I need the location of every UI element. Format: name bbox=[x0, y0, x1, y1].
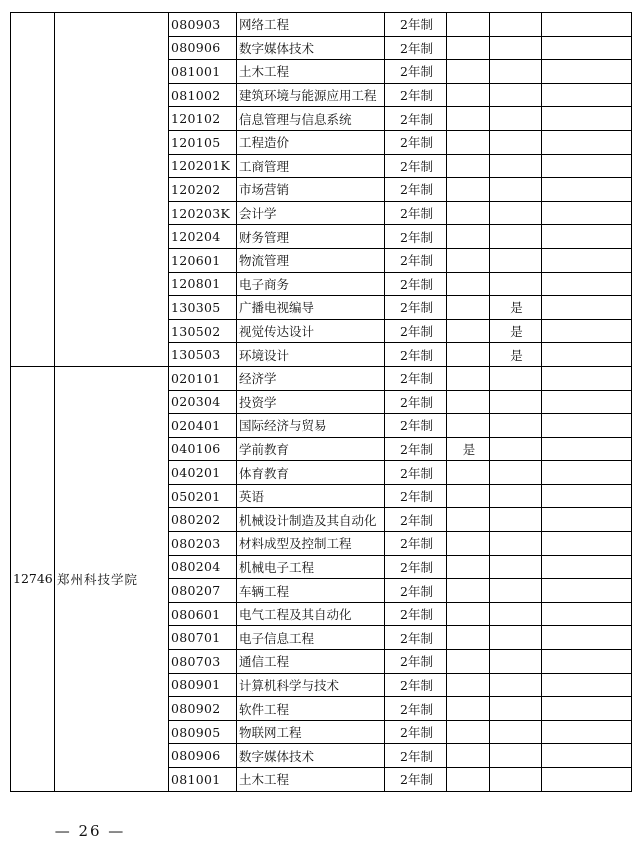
major-name-cell: 软件工程 bbox=[237, 697, 385, 721]
blank-cell bbox=[542, 461, 632, 485]
flag1-cell bbox=[447, 697, 490, 721]
flag1-cell bbox=[447, 130, 490, 154]
flag2-cell: 是 bbox=[490, 319, 542, 343]
major-code-cell: 080902 bbox=[169, 697, 237, 721]
flag2-cell bbox=[490, 508, 542, 532]
blank-cell bbox=[542, 248, 632, 272]
major-code-cell: 130503 bbox=[169, 343, 237, 367]
major-code-cell: 120105 bbox=[169, 130, 237, 154]
flag1-cell bbox=[447, 296, 490, 320]
flag1-cell bbox=[447, 83, 490, 107]
major-name-cell: 信息管理与信息系统 bbox=[237, 107, 385, 131]
major-code-cell: 130502 bbox=[169, 319, 237, 343]
flag2-cell bbox=[490, 744, 542, 768]
flag2-cell bbox=[490, 673, 542, 697]
flag2-cell bbox=[490, 579, 542, 603]
duration-cell: 2年制 bbox=[385, 768, 447, 792]
flag1-cell bbox=[447, 366, 490, 390]
duration-cell: 2年制 bbox=[385, 532, 447, 556]
major-name-cell: 广播电视编导 bbox=[237, 296, 385, 320]
school-name-cell bbox=[55, 13, 169, 367]
blank-cell bbox=[542, 673, 632, 697]
major-code-cell: 081001 bbox=[169, 768, 237, 792]
blank-cell bbox=[542, 484, 632, 508]
major-name-cell: 电子信息工程 bbox=[237, 626, 385, 650]
blank-cell bbox=[542, 390, 632, 414]
duration-cell: 2年制 bbox=[385, 343, 447, 367]
blank-cell bbox=[542, 343, 632, 367]
flag2-cell bbox=[490, 201, 542, 225]
blank-cell bbox=[542, 579, 632, 603]
major-code-cell: 080906 bbox=[169, 744, 237, 768]
flag2-cell bbox=[490, 13, 542, 37]
major-name-cell: 电气工程及其自动化 bbox=[237, 602, 385, 626]
school-name-cell: 郑州科技学院 bbox=[55, 366, 169, 791]
flag2-cell bbox=[490, 36, 542, 60]
blank-cell bbox=[542, 36, 632, 60]
major-code-cell: 020101 bbox=[169, 366, 237, 390]
flag2-cell bbox=[490, 248, 542, 272]
duration-cell: 2年制 bbox=[385, 626, 447, 650]
major-name-cell: 车辆工程 bbox=[237, 579, 385, 603]
blank-cell bbox=[542, 83, 632, 107]
major-code-cell: 080905 bbox=[169, 720, 237, 744]
flag1-cell bbox=[447, 768, 490, 792]
blank-cell bbox=[542, 201, 632, 225]
flag2-cell bbox=[490, 626, 542, 650]
major-name-cell: 数字媒体技术 bbox=[237, 36, 385, 60]
major-name-cell: 机械设计制造及其自动化 bbox=[237, 508, 385, 532]
duration-cell: 2年制 bbox=[385, 414, 447, 438]
flag2-cell bbox=[490, 154, 542, 178]
flag1-cell bbox=[447, 225, 490, 249]
flag2-cell bbox=[490, 461, 542, 485]
page-number: — 26 — bbox=[54, 822, 126, 840]
flag1-cell bbox=[447, 508, 490, 532]
flag1-cell bbox=[447, 461, 490, 485]
major-code-cell: 120601 bbox=[169, 248, 237, 272]
blank-cell bbox=[542, 154, 632, 178]
major-code-cell: 120102 bbox=[169, 107, 237, 131]
flag1-cell bbox=[447, 602, 490, 626]
major-code-cell: 120801 bbox=[169, 272, 237, 296]
flag1-cell bbox=[447, 272, 490, 296]
flag1-cell bbox=[447, 36, 490, 60]
flag1-cell bbox=[447, 13, 490, 37]
flag2-cell bbox=[490, 225, 542, 249]
duration-cell: 2年制 bbox=[385, 319, 447, 343]
duration-cell: 2年制 bbox=[385, 744, 447, 768]
flag2-cell bbox=[490, 83, 542, 107]
duration-cell: 2年制 bbox=[385, 484, 447, 508]
duration-cell: 2年制 bbox=[385, 390, 447, 414]
duration-cell: 2年制 bbox=[385, 107, 447, 131]
major-code-cell: 130305 bbox=[169, 296, 237, 320]
duration-cell: 2年制 bbox=[385, 579, 447, 603]
duration-cell: 2年制 bbox=[385, 201, 447, 225]
major-code-cell: 080601 bbox=[169, 602, 237, 626]
table-row bbox=[11, 13, 632, 37]
duration-cell: 2年制 bbox=[385, 225, 447, 249]
blank-cell bbox=[542, 555, 632, 579]
major-name-cell: 会计学 bbox=[237, 201, 385, 225]
flag2-cell bbox=[490, 366, 542, 390]
major-code-cell: 080703 bbox=[169, 650, 237, 674]
flag2-cell bbox=[490, 272, 542, 296]
blank-cell bbox=[542, 13, 632, 37]
major-name-cell: 市场营销 bbox=[237, 178, 385, 202]
flag1-cell bbox=[447, 178, 490, 202]
duration-cell: 2年制 bbox=[385, 508, 447, 532]
major-code-cell: 120204 bbox=[169, 225, 237, 249]
school-code-cell: 12746 bbox=[11, 366, 55, 791]
major-name-cell: 计算机科学与技术 bbox=[237, 673, 385, 697]
major-name-cell: 英语 bbox=[237, 484, 385, 508]
flag2-cell bbox=[490, 178, 542, 202]
blank-cell bbox=[542, 744, 632, 768]
major-code-cell: 120201K bbox=[169, 154, 237, 178]
blank-cell bbox=[542, 650, 632, 674]
flag2-cell bbox=[490, 768, 542, 792]
flag1-cell bbox=[447, 107, 490, 131]
major-code-cell: 040106 bbox=[169, 437, 237, 461]
flag1-cell bbox=[447, 720, 490, 744]
flag2-cell bbox=[490, 697, 542, 721]
major-code-cell: 050201 bbox=[169, 484, 237, 508]
major-name-cell: 土木工程 bbox=[237, 60, 385, 84]
flag2-cell bbox=[490, 437, 542, 461]
major-code-cell: 040201 bbox=[169, 461, 237, 485]
school-code-cell bbox=[11, 13, 55, 367]
major-name-cell: 土木工程 bbox=[237, 768, 385, 792]
flag1-cell bbox=[447, 579, 490, 603]
table-body bbox=[11, 13, 632, 792]
blank-cell bbox=[542, 107, 632, 131]
major-code-cell: 080701 bbox=[169, 626, 237, 650]
flag2-cell: 是 bbox=[490, 343, 542, 367]
major-name-cell: 数字媒体技术 bbox=[237, 744, 385, 768]
flag2-cell bbox=[490, 484, 542, 508]
duration-cell: 2年制 bbox=[385, 720, 447, 744]
flag2-cell bbox=[490, 107, 542, 131]
major-name-cell: 投资学 bbox=[237, 390, 385, 414]
major-code-cell: 080903 bbox=[169, 13, 237, 37]
major-code-cell: 081001 bbox=[169, 60, 237, 84]
major-name-cell: 学前教育 bbox=[237, 437, 385, 461]
duration-cell: 2年制 bbox=[385, 83, 447, 107]
flag1-cell: 是 bbox=[447, 437, 490, 461]
blank-cell bbox=[542, 720, 632, 744]
blank-cell bbox=[542, 178, 632, 202]
duration-cell: 2年制 bbox=[385, 437, 447, 461]
duration-cell: 2年制 bbox=[385, 697, 447, 721]
major-name-cell: 工商管理 bbox=[237, 154, 385, 178]
flag1-cell bbox=[447, 532, 490, 556]
major-name-cell: 电子商务 bbox=[237, 272, 385, 296]
blank-cell bbox=[542, 602, 632, 626]
table-row bbox=[11, 366, 632, 390]
flag2-cell bbox=[490, 414, 542, 438]
blank-cell bbox=[542, 532, 632, 556]
flag1-cell bbox=[447, 650, 490, 674]
major-name-cell: 视觉传达设计 bbox=[237, 319, 385, 343]
major-name-cell: 物联网工程 bbox=[237, 720, 385, 744]
duration-cell: 2年制 bbox=[385, 13, 447, 37]
flag1-cell bbox=[447, 390, 490, 414]
major-name-cell: 物流管理 bbox=[237, 248, 385, 272]
blank-cell bbox=[542, 768, 632, 792]
duration-cell: 2年制 bbox=[385, 178, 447, 202]
flag1-cell bbox=[447, 555, 490, 579]
duration-cell: 2年制 bbox=[385, 555, 447, 579]
duration-cell: 2年制 bbox=[385, 366, 447, 390]
duration-cell: 2年制 bbox=[385, 673, 447, 697]
flag1-cell bbox=[447, 60, 490, 84]
duration-cell: 2年制 bbox=[385, 650, 447, 674]
blank-cell bbox=[542, 319, 632, 343]
major-name-cell: 环境设计 bbox=[237, 343, 385, 367]
blank-cell bbox=[542, 414, 632, 438]
flag2-cell bbox=[490, 532, 542, 556]
duration-cell: 2年制 bbox=[385, 36, 447, 60]
flag2-cell bbox=[490, 650, 542, 674]
flag1-cell bbox=[447, 343, 490, 367]
blank-cell bbox=[542, 272, 632, 296]
major-code-cell: 020401 bbox=[169, 414, 237, 438]
flag1-cell bbox=[447, 201, 490, 225]
duration-cell: 2年制 bbox=[385, 602, 447, 626]
blank-cell bbox=[542, 697, 632, 721]
major-code-cell: 020304 bbox=[169, 390, 237, 414]
flag1-cell bbox=[447, 673, 490, 697]
flag2-cell bbox=[490, 390, 542, 414]
major-name-cell: 通信工程 bbox=[237, 650, 385, 674]
flag2-cell bbox=[490, 602, 542, 626]
major-code-cell: 080906 bbox=[169, 36, 237, 60]
flag2-cell: 是 bbox=[490, 296, 542, 320]
duration-cell: 2年制 bbox=[385, 248, 447, 272]
duration-cell: 2年制 bbox=[385, 60, 447, 84]
blank-cell bbox=[542, 296, 632, 320]
major-name-cell: 材料成型及控制工程 bbox=[237, 532, 385, 556]
flag1-cell bbox=[447, 248, 490, 272]
major-name-cell: 经济学 bbox=[237, 366, 385, 390]
duration-cell: 2年制 bbox=[385, 130, 447, 154]
major-code-cell: 080901 bbox=[169, 673, 237, 697]
flag1-cell bbox=[447, 414, 490, 438]
major-name-cell: 国际经济与贸易 bbox=[237, 414, 385, 438]
major-code-cell: 080202 bbox=[169, 508, 237, 532]
major-code-cell: 120202 bbox=[169, 178, 237, 202]
blank-cell bbox=[542, 437, 632, 461]
major-code-cell: 080207 bbox=[169, 579, 237, 603]
blank-cell bbox=[542, 225, 632, 249]
flag2-cell bbox=[490, 130, 542, 154]
flag1-cell bbox=[447, 626, 490, 650]
flag1-cell bbox=[447, 744, 490, 768]
flag1-cell bbox=[447, 154, 490, 178]
blank-cell bbox=[542, 130, 632, 154]
major-code-cell: 081002 bbox=[169, 83, 237, 107]
flag2-cell bbox=[490, 720, 542, 744]
major-code-cell: 080203 bbox=[169, 532, 237, 556]
majors-table bbox=[10, 12, 632, 792]
blank-cell bbox=[542, 626, 632, 650]
major-code-cell: 120203K bbox=[169, 201, 237, 225]
blank-cell bbox=[542, 366, 632, 390]
major-code-cell: 080204 bbox=[169, 555, 237, 579]
blank-cell bbox=[542, 60, 632, 84]
flag2-cell bbox=[490, 60, 542, 84]
duration-cell: 2年制 bbox=[385, 272, 447, 296]
flag1-cell bbox=[447, 319, 490, 343]
blank-cell bbox=[542, 508, 632, 532]
flag2-cell bbox=[490, 555, 542, 579]
major-name-cell: 工程造价 bbox=[237, 130, 385, 154]
major-name-cell: 体育教育 bbox=[237, 461, 385, 485]
duration-cell: 2年制 bbox=[385, 461, 447, 485]
major-name-cell: 建筑环境与能源应用工程 bbox=[237, 83, 385, 107]
major-name-cell: 网络工程 bbox=[237, 13, 385, 37]
major-name-cell: 机械电子工程 bbox=[237, 555, 385, 579]
duration-cell: 2年制 bbox=[385, 154, 447, 178]
major-name-cell: 财务管理 bbox=[237, 225, 385, 249]
duration-cell: 2年制 bbox=[385, 296, 447, 320]
flag1-cell bbox=[447, 484, 490, 508]
